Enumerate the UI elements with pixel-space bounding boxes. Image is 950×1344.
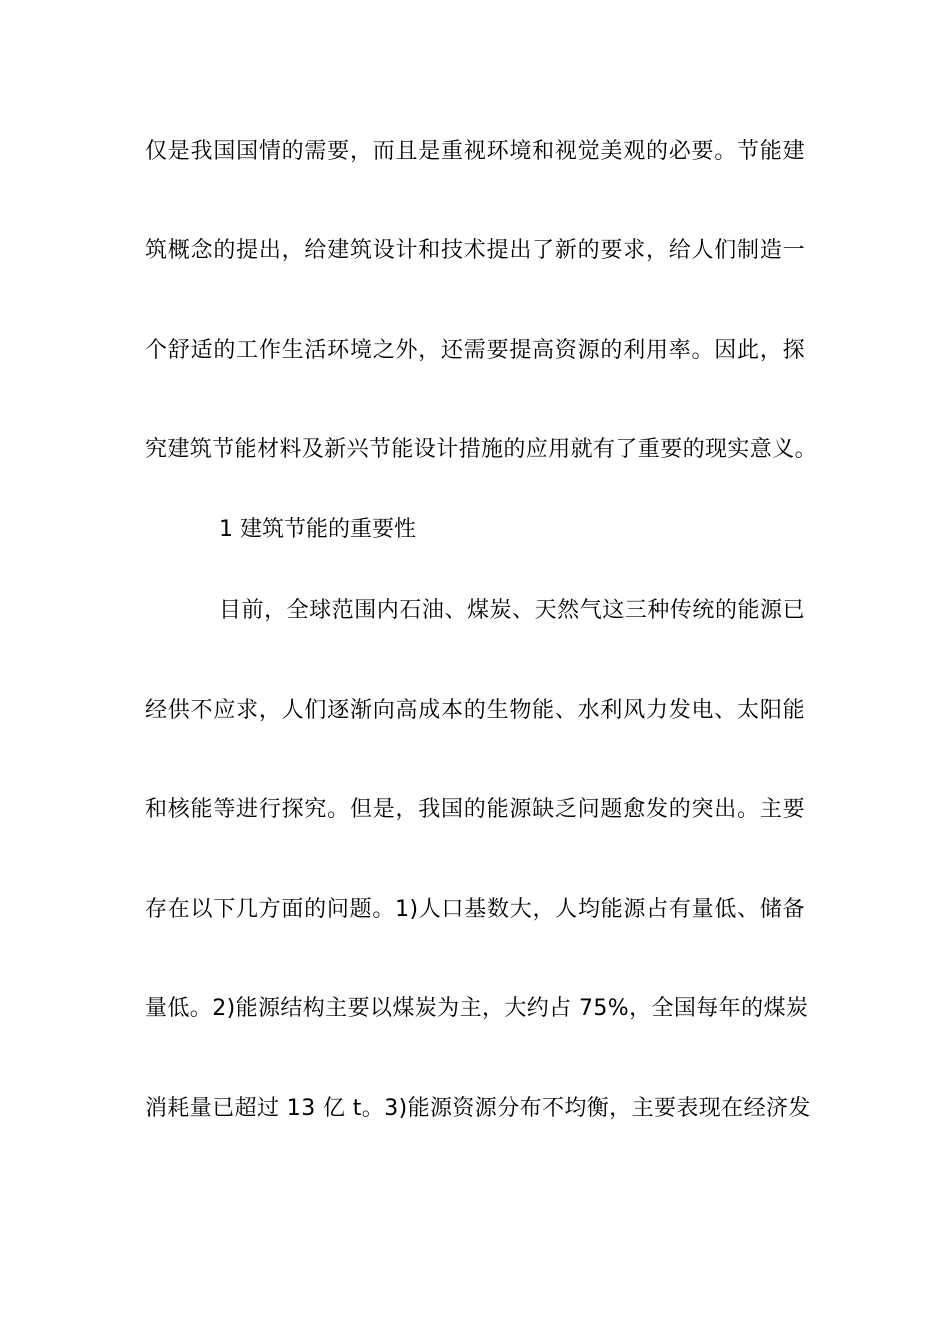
paragraph-line: 存在以下几方面的问题。1)人口基数大，人均能源占有量低、储备	[145, 897, 805, 922]
section-heading: 1 建筑节能的重要性	[219, 517, 416, 542]
paragraph-line: 筑概念的提出，给建筑设计和技术提出了新的要求，给人们制造一	[145, 238, 805, 263]
paragraph-line: 究建筑节能材料及新兴节能设计措施的应用就有了重要的现实意义。	[145, 437, 818, 462]
paragraph-line: 目前，全球范围内石油、煤炭、天然气这三种传统的能源已	[219, 598, 805, 623]
paragraph-line: 消耗量已超过 13 亿 t。3)能源资源分布不均衡，主要表现在经济发	[145, 1096, 811, 1121]
paragraph-line: 个舒适的工作生活环境之外，还需要提高资源的利用率。因此，探	[145, 338, 805, 363]
paragraph-line: 仅是我国国情的需要，而且是重视环境和视觉美观的必要。节能建	[145, 139, 805, 164]
paragraph-line: 和核能等进行探究。但是，我国的能源缺乏问题愈发的突出。主要	[145, 797, 805, 822]
paragraph-line: 经供不应求，人们逐渐向高成本的生物能、水利风力发电、太阳能	[145, 698, 805, 723]
paragraph-line: 量低。2)能源结构主要以煤炭为主，大约占 75%，全国每年的煤炭	[145, 996, 809, 1021]
